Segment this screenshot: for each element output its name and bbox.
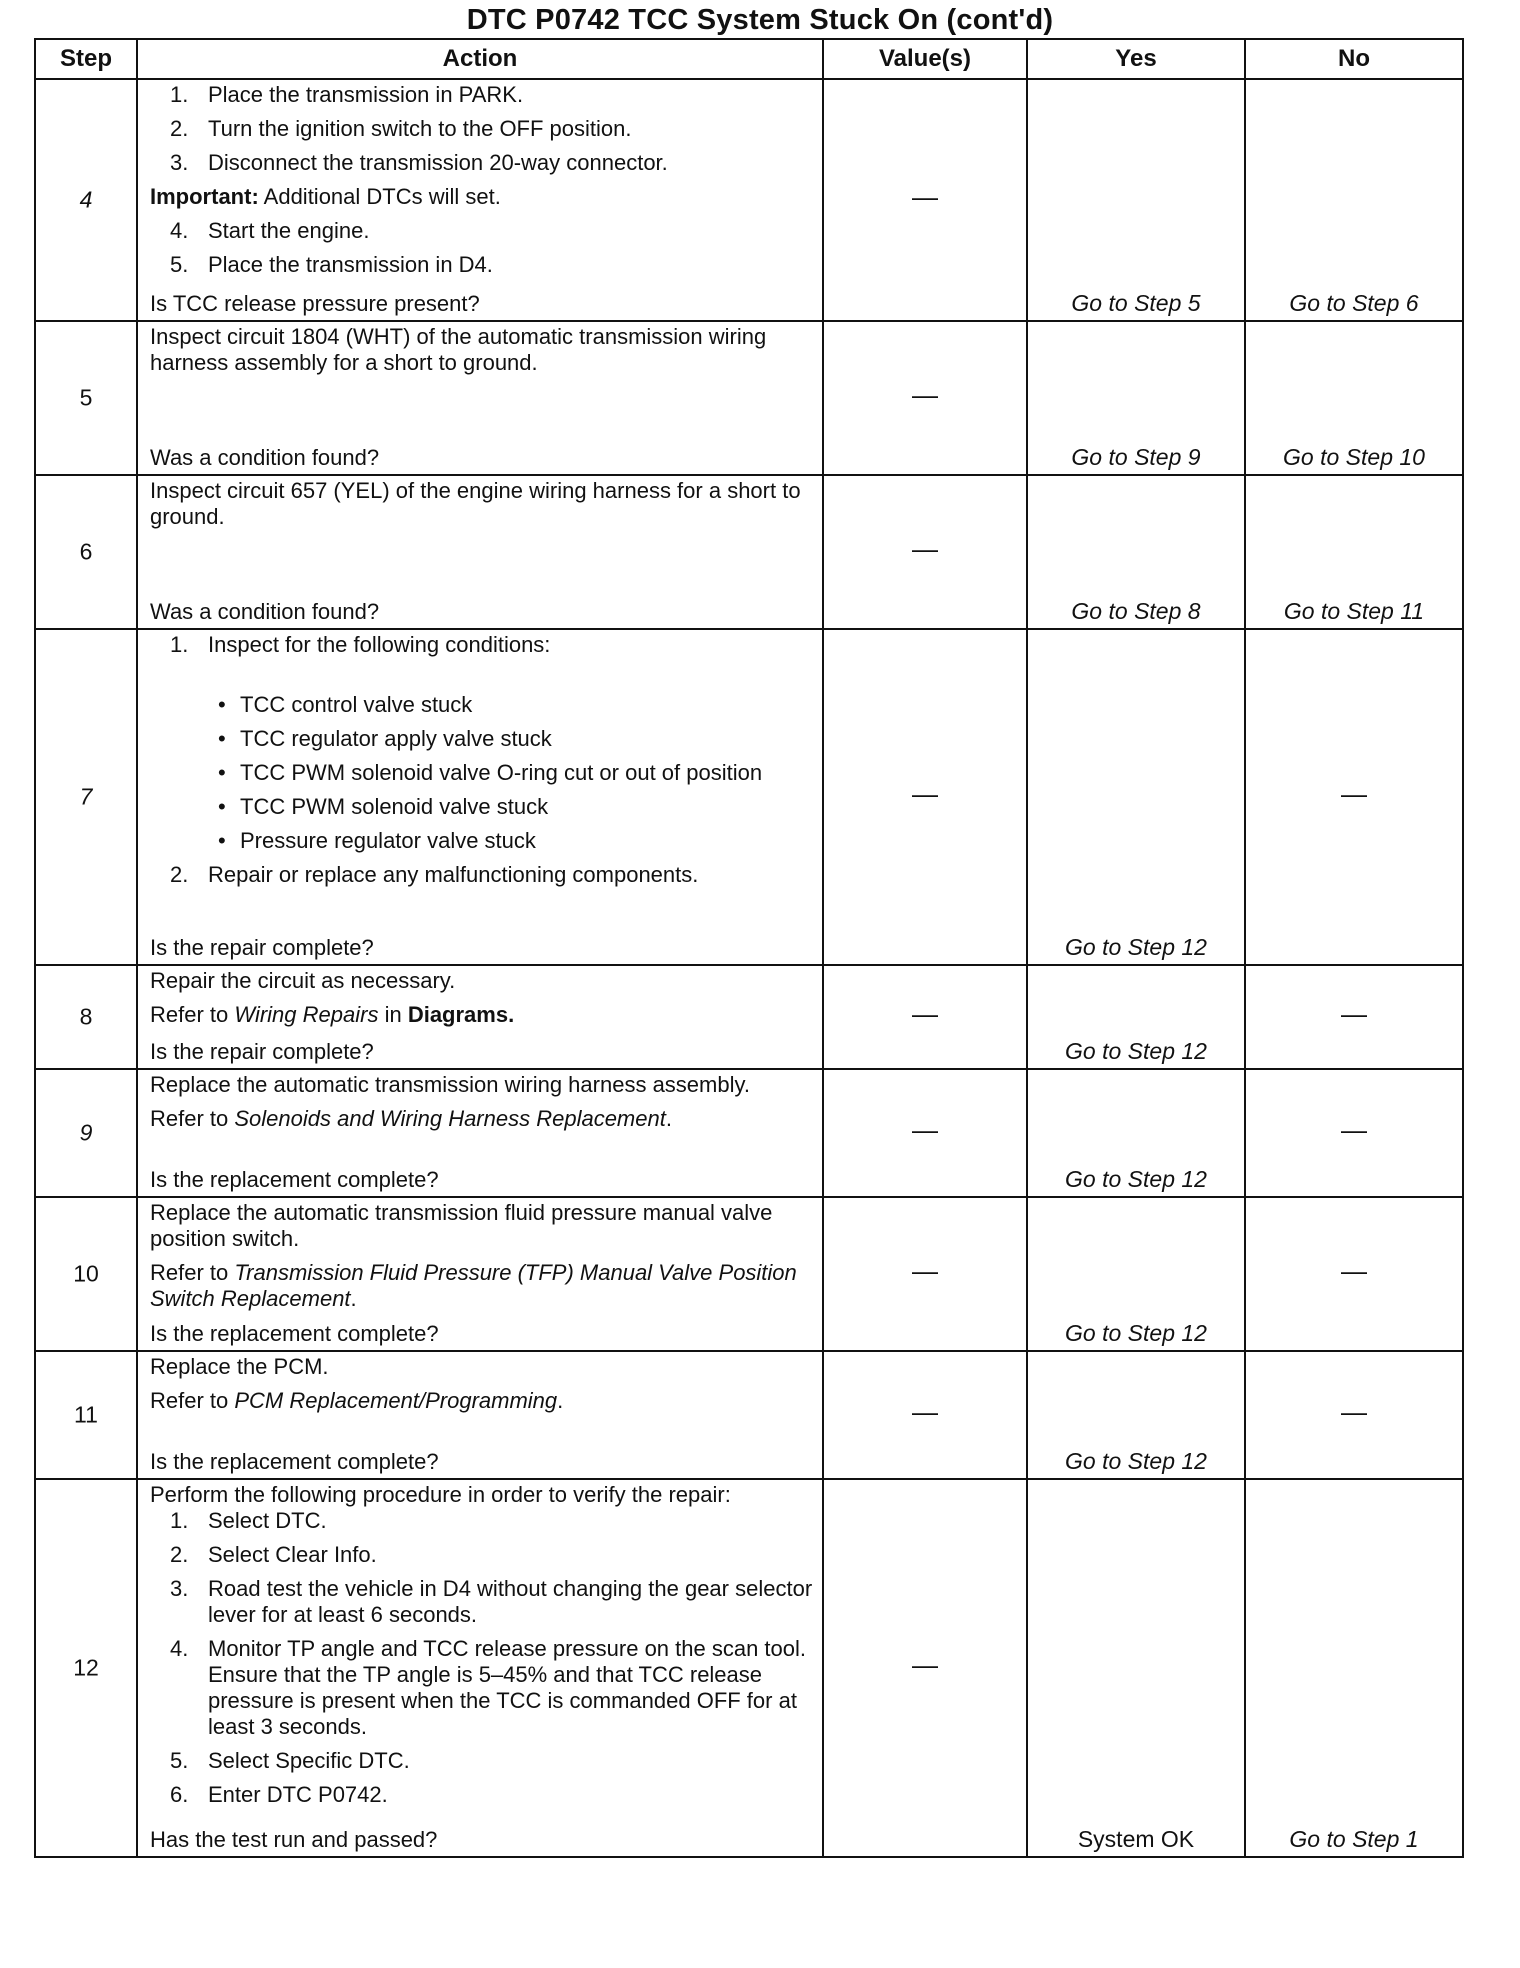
bullet: • (218, 692, 226, 717)
bullet-text: TCC PWM solenoid valve O-ring cut or out of position (240, 760, 763, 785)
bullet-text: TCC control valve stuck (240, 692, 473, 717)
bullet-text: TCC regulator apply valve stuck (240, 726, 552, 751)
table-row-step-11 (36, 1352, 1462, 1480)
yes-result: Go to Step 12 (1065, 1038, 1207, 1064)
step-number: 5 (79, 384, 93, 411)
no-result: Go to Step 6 (1289, 290, 1419, 316)
question-text: Is the replacement complete? (150, 1167, 439, 1192)
value-dash: — (912, 998, 938, 1029)
table-row-step-4 (36, 80, 1462, 322)
header-no: No (1338, 45, 1370, 72)
question-text: Was a condition found? (150, 445, 380, 470)
item-number: 3. (170, 1576, 189, 1601)
question-text: Is TCC release pressure present? (150, 291, 480, 316)
yes-result: Go to Step 5 (1071, 290, 1201, 316)
action-text: Replace the automatic transmission wiring harness assembly. (150, 1072, 750, 1097)
value-dash: — (912, 1396, 938, 1427)
refer-line: Refer to Solenoids and Wiring Harness Replacement. (150, 1106, 672, 1131)
step-number: 10 (73, 1260, 99, 1287)
header-yes: Yes (1028, 40, 1246, 78)
value-dash: — (912, 778, 938, 809)
refer-link: Transmission Fluid Pressure (TFP) Manual Valve Position Switch Replacement (150, 1260, 797, 1311)
value-dash: — (912, 379, 938, 410)
step-number: 8 (79, 1003, 93, 1030)
item-number: 1. (170, 82, 189, 107)
action-text: Road test the vehicle in D4 without changing the gear selector lever for at least 6 seconds. (208, 1576, 813, 1627)
item-number: 2. (170, 862, 189, 887)
no-result: Go to Step 10 (1283, 444, 1425, 470)
action-text: Select Specific DTC. (208, 1748, 410, 1773)
value-dash: — (912, 1649, 938, 1680)
question-text: Is the repair complete? (150, 1039, 374, 1064)
item-number: 5. (170, 252, 189, 277)
step-number: 12 (73, 1654, 99, 1681)
value-dash: — (912, 181, 938, 212)
table-row-step-5 (36, 322, 1462, 476)
header-values: Value(s) (824, 40, 1028, 78)
item-number: 1. (170, 632, 189, 657)
no-result: — (1341, 1114, 1367, 1145)
action-text: Repair the circuit as necessary. (150, 968, 456, 993)
table-row-step-6 (36, 476, 1462, 630)
value-dash: — (912, 1114, 938, 1145)
action-text: Replace the automatic transmission fluid pressure manual valve position switch. (150, 1200, 773, 1251)
bullet-text: TCC PWM solenoid valve stuck (240, 794, 549, 819)
item-number: 6. (170, 1782, 189, 1807)
step-number: 6 (79, 538, 93, 565)
table-row-step-9 (36, 1070, 1462, 1198)
question-text: Is the replacement complete? (150, 1321, 439, 1346)
refer-line: Refer to PCM Replacement/Programming. (150, 1388, 564, 1413)
refer-section: Diagrams. (407, 1002, 515, 1027)
item-number: 2. (170, 116, 189, 141)
refer-prefix: Refer to (150, 1260, 235, 1285)
action-text: Replace the PCM. (150, 1354, 329, 1379)
item-number: 2. (170, 1542, 189, 1567)
item-number: 4. (170, 1636, 189, 1661)
action-text: Inspect circuit 657 (YEL) of the engine wiring harness for a short to ground. (150, 478, 801, 529)
refer-line (150, 1002, 814, 1028)
refer-prefix: Refer to (150, 1106, 235, 1131)
value-dash: — (912, 1255, 938, 1286)
action-text: Monitor TP angle and TCC release pressure on the scan tool. Ensure that the TP angle is 5–45% and that TCC release pressure is present when the TCC is commanded OFF for at least 3 seconds. (208, 1636, 807, 1739)
question-text: Is the replacement complete? (150, 1449, 439, 1474)
yes-result: Go to Step 12 (1065, 1166, 1207, 1192)
step-number: 9 (79, 1119, 93, 1146)
no-result: Go to Step 11 (1283, 598, 1425, 624)
action-text: Inspect for the following conditions: (208, 632, 551, 657)
action-text: Enter DTC P0742. (208, 1782, 388, 1807)
action-text: Place the transmission in D4. (208, 252, 493, 277)
action-text: Place the transmission in PARK. (208, 82, 524, 107)
step-number: 11 (74, 1401, 98, 1428)
item-number: 5. (170, 1748, 189, 1773)
table-row-step-8 (36, 966, 1462, 1070)
bullet: • (218, 828, 226, 853)
item-number: 3. (170, 150, 189, 175)
action-text: Start the engine. (208, 218, 370, 243)
item-number: 4. (170, 218, 189, 243)
table-row-step-7 (36, 630, 1462, 966)
action-text: Select DTC. (208, 1508, 327, 1533)
yes-result: Go to Step 12 (1065, 1448, 1207, 1474)
step-number: 7 (79, 783, 93, 810)
yes-result: System OK (1077, 1826, 1195, 1852)
header-action: Action (138, 40, 824, 78)
step-number: 4 (79, 186, 93, 213)
no-result: — (1341, 1255, 1367, 1286)
refer-prefix: Refer to (150, 1002, 235, 1027)
question-text: Has the test run and passed? (150, 1827, 438, 1852)
refer-link: Solenoids and Wiring Harness Replacement (234, 1106, 666, 1131)
important-text: Additional DTCs will set. (258, 184, 501, 209)
yes-result: Go to Step 9 (1071, 444, 1201, 470)
important-label: Important: (150, 184, 259, 209)
action-text: Inspect circuit 1804 (WHT) of the automatic transmission wiring harness assembly for a short to ground. (150, 324, 767, 375)
no-result: Go to Step 1 (1289, 1826, 1419, 1852)
action-text: Repair or replace any malfunctioning components. (208, 862, 699, 887)
page-title: DTC P0742 TCC System Stuck On (cont'd) (466, 4, 1054, 36)
bullet: • (218, 794, 226, 819)
action-text: Turn the ignition switch to the OFF position. (208, 116, 632, 141)
question-text: Is the repair complete? (150, 935, 374, 960)
bullet: • (218, 726, 226, 751)
yes-result: Go to Step 12 (1065, 1320, 1207, 1346)
header-step: Step (36, 40, 138, 78)
action-text: Perform the following procedure in order to verify the repair: (150, 1482, 731, 1507)
table-row-step-12 (36, 1480, 1462, 1856)
refer-prefix: Refer to (150, 1388, 235, 1413)
yes-result: Go to Step 8 (1071, 598, 1201, 624)
item-number: 1. (170, 1508, 189, 1533)
no-result: — (1341, 998, 1367, 1029)
no-result: — (1341, 1396, 1367, 1427)
table-row-step-10 (36, 1198, 1462, 1352)
value-dash: — (912, 533, 938, 564)
table-header-row (36, 40, 1462, 80)
bullet-text: Pressure regulator valve stuck (240, 828, 536, 853)
question-text: Was a condition found? (150, 599, 380, 624)
refer-line: Refer to Transmission Fluid Pressure (TFP) Manual Valve Position Switch Replacement. (150, 1260, 797, 1311)
action-text: Disconnect the transmission 20-way connector. (208, 150, 668, 175)
refer-link: PCM Replacement/Programming (234, 1388, 558, 1413)
refer-mid: in (378, 1002, 408, 1027)
yes-result: Go to Step 12 (1065, 934, 1207, 960)
diagnostic-table (34, 38, 1464, 1858)
refer-link: Wiring Repairs (234, 1002, 379, 1027)
bullet: • (218, 760, 226, 785)
action-text: Select Clear Info. (208, 1542, 377, 1567)
no-result: — (1341, 778, 1367, 809)
